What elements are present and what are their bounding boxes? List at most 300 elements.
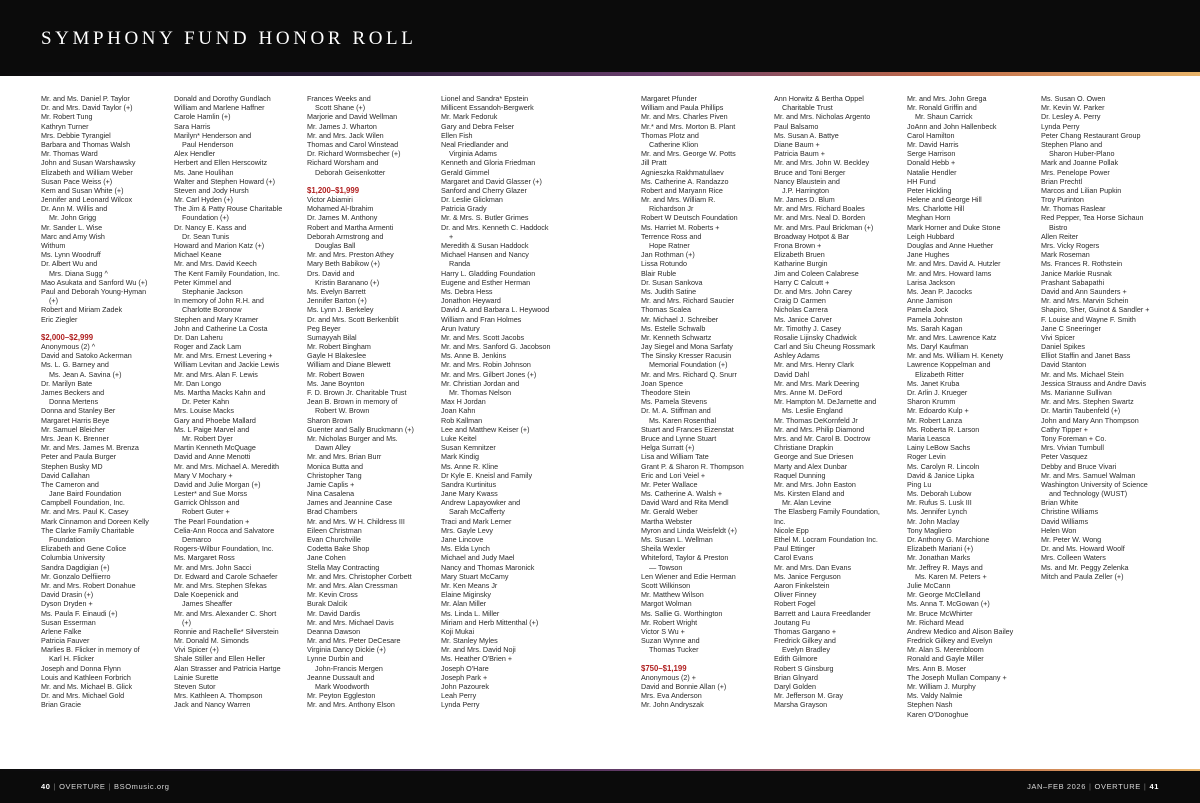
donor-name-continuation: Stephanie Jackson	[182, 286, 243, 296]
donor-name: Joan Kahn	[441, 406, 476, 416]
footer-separator: |	[1143, 782, 1147, 791]
donor-name: Mr. and Mrs. Paul Brickman (+)	[774, 222, 874, 232]
donor-name: William and Marlene Haffner	[174, 103, 265, 113]
donor-name: Carol Evans	[774, 553, 814, 563]
donor-name: Mr. Peter Wallace	[641, 479, 698, 489]
donor-name: Mr. David Dardis	[307, 608, 361, 618]
donor-name: Mr. Kevin W. Parker	[1041, 103, 1105, 113]
donor-name: Mr. and Mrs. Samuel Walman	[1041, 470, 1136, 480]
donor-name: HH Fund	[907, 176, 936, 186]
donor-name: Dr. Arlin J. Krueger	[907, 388, 968, 397]
donor-name: Inc.	[774, 516, 786, 526]
donor-name-continuation: Dawn Alley	[315, 443, 351, 453]
donor-name: Elizabeth Mariani (+)	[907, 544, 974, 554]
donor-name: Jill Pratt	[641, 158, 667, 168]
donor-name: Mrs. Vicky Rogers	[1041, 241, 1100, 250]
donor-name: William and Fran Holmes	[441, 314, 522, 324]
donor-name: Tony Magliero	[907, 525, 952, 535]
donor-name: Larisa Jackson	[907, 277, 955, 287]
donor-name: Miriam and Herb Mittenthal (+)	[441, 617, 539, 627]
donor-name-continuation: Ms. Jean A. Savina (+)	[49, 369, 122, 379]
donor-name: Diane Baum +	[774, 139, 820, 149]
donor-name: In memory of John R.H. and	[174, 296, 264, 306]
donor-name: Jamie Caplis +	[307, 479, 355, 489]
donor-name: Mr. James J. Wharton	[307, 121, 377, 131]
donor-name: Mrs. Ann B. Moser	[907, 663, 967, 673]
donor-name: Peter Kimmel and	[174, 277, 232, 287]
donor-name: Paul and Deborah Young-Hyman	[41, 286, 147, 296]
donor-name-continuation: Mr. Shaun Carrick	[915, 112, 973, 122]
donor-name: Sharon Krumm	[907, 397, 956, 407]
donor-name-continuation: John-Francis Mergen	[315, 663, 383, 673]
donor-name: Stephen Busky MD	[41, 461, 103, 471]
donor-name: Leah Perry	[441, 691, 477, 701]
donor-name: Mr. and Mrs. John Grega	[907, 94, 987, 103]
donor-name: Brian White	[1041, 498, 1079, 508]
donor-name: Jim and Coleen Calabrese	[774, 268, 859, 278]
donor-name: Shapiro, Sher, Guinot & Sandler +	[1041, 305, 1150, 315]
donor-name: Drs. David and	[307, 268, 355, 278]
donor-name: Ms. and Mr. Peggy Zelenka	[1041, 562, 1129, 572]
donor-name: David Dahl	[774, 369, 810, 379]
donor-name: Scott Wilkinson	[641, 580, 691, 590]
donor-name: Mr. and Mrs. Alan F. Lewis	[174, 369, 258, 379]
donor-name: Mr. Peter W. Wong	[1041, 535, 1102, 544]
donor-name: Marcos and Lilian Pupkin	[1041, 185, 1122, 195]
donor-name-continuation: Ms. Leslie England	[782, 406, 843, 416]
donor-name: Dr. Nancy E. Kass and	[174, 222, 247, 232]
donor-name: Dr. Albert Wu and	[41, 259, 98, 269]
donor-name: Ms. Elda Lynch	[441, 544, 490, 554]
donor-name: Mr. Alan S. Merenbloom	[907, 645, 984, 655]
donor-name: Dr. Richard Wormsbecher (+)	[307, 149, 401, 159]
donor-name-continuation: Demarco	[182, 535, 212, 544]
donor-name: Eugene and Esther Herman	[441, 277, 531, 287]
donor-name: Ms. Debra Hess	[441, 286, 493, 296]
donor-name: Fredrick Gilkey and Evelyn	[907, 636, 993, 646]
donor-name: Ashley Adams	[774, 351, 820, 361]
donor-name: Peg Beyer	[307, 323, 341, 333]
donor-name: Frona Brown +	[774, 241, 822, 250]
donor-name: Mr. and Mrs. John Easton	[774, 479, 856, 489]
donor-name: Mr. Michael J. Schreiber	[641, 314, 719, 324]
donor-name: Lawrence Koppelman and	[907, 360, 991, 370]
footer-gradient-rule	[0, 769, 1200, 771]
donor-name: Craig D Carmen	[774, 296, 826, 306]
donor-name: Mrs. Gayle Levy	[441, 525, 493, 535]
donor-name: Margaret and David Glasser (+)	[441, 176, 542, 186]
donor-name: Dr. and Mrs. Kenneth C. Haddock	[441, 222, 549, 232]
donor-name: Red Pepper, Tea Horse Sichaun	[1041, 213, 1144, 223]
donor-name: Ms. Harriet M. Roberts +	[641, 222, 720, 232]
donor-name: Victor Abiamiri	[307, 195, 353, 205]
donor-name: Herbert and Ellen Herscowitz	[174, 158, 268, 168]
donor-name: Mr. Thomas Raslear	[1041, 204, 1106, 214]
spacer	[641, 654, 773, 663]
donor-name: Frances Weeks and	[307, 94, 371, 103]
donor-name: Luke Keitel	[441, 433, 477, 443]
donor-name: Harry C Calcutt +	[774, 277, 830, 287]
donor-name: Daryl Golden	[774, 682, 816, 691]
donor-name: Mr. and Mrs. George W. Potts	[641, 149, 736, 159]
donor-name: Ms. Estelle Schwalb	[641, 323, 706, 333]
donor-name: Mr. Ken Means Jr	[441, 580, 498, 590]
honor-roll-column	[441, 94, 573, 710]
donor-name: Eric and Lori Veiel +	[641, 470, 706, 480]
donor-name: Mao Asukata and Sanford Wu (+)	[41, 277, 148, 287]
donor-name: Dr. Edward and Carole Schaefer	[174, 571, 278, 581]
donor-name: Peter Hickling	[907, 185, 952, 195]
donor-name: Christine Williams	[1041, 507, 1099, 517]
donor-name: Dr. and Mrs. John Carey	[774, 286, 852, 296]
donor-name: Peter Chang Restaurant Group	[1041, 130, 1141, 140]
donor-name: Mr. Thomas DeKornfeld Jr	[774, 415, 858, 425]
donor-name: George and Sue Driesen	[774, 452, 854, 462]
donor-name-continuation: Randa	[449, 259, 471, 269]
donor-name: David Callahan	[41, 470, 90, 480]
donor-name: Celia-Ann Rocca and Salvatore	[174, 525, 275, 535]
donor-name-continuation: Ms. Karen M. Peters +	[915, 571, 987, 581]
honor-roll-column	[641, 94, 773, 710]
donor-name: Monica Butta and	[307, 461, 363, 471]
donor-name: Mr. and Mrs. Paul K. Casey	[41, 507, 129, 517]
donor-name: David and Ann Saunders +	[1041, 286, 1127, 296]
donor-name: John Pazourek	[441, 682, 489, 691]
right-page-number: 41	[1149, 782, 1159, 791]
donor-name: Ms. Sarah Kagan	[907, 323, 963, 333]
header-bar	[0, 0, 1200, 76]
donor-name: Mr.* and Mrs. Morton B. Plant	[641, 121, 736, 131]
donor-name: Mr. and Ms. William H. Kenety	[907, 351, 1004, 361]
donor-name: Sanford and Cherry Glazer	[441, 185, 527, 195]
donor-name: The Clarke Family Charitable	[41, 525, 135, 535]
donor-name: Mr. and Mrs. Mark Deering	[774, 378, 860, 388]
donor-name: Arlene Falke	[41, 626, 82, 636]
donor-name: Mrs. Anne M. DeFord	[774, 388, 843, 397]
donor-name-continuation: Kristin Baranano (+)	[315, 277, 380, 287]
donor-name: Mrs. Colleen Waters	[1041, 553, 1106, 563]
donor-name: Burak Dalcik	[307, 599, 348, 609]
donor-name: Mrs. Debbie Tyrangiel	[41, 130, 111, 140]
donor-name: Dr. and Ms. Howard Woolf	[1041, 544, 1125, 554]
donor-name: Thomas and Carol Winstead	[307, 139, 399, 149]
donor-name: Mr. and Mrs. Robert Donahue	[41, 580, 136, 590]
donor-name: David A. and Barbara L. Heywood	[441, 305, 550, 315]
donor-name: Mr. and Mrs. Peter DeCesare	[307, 636, 401, 646]
donor-name: Martha Webster	[641, 516, 692, 526]
donor-name: Kem and Susan White (+)	[41, 185, 124, 195]
donor-name: Maria Leasca	[907, 433, 951, 443]
donor-name: Karen O'Donoghue	[907, 709, 969, 719]
donor-name: Mr. Sander L. Wise	[41, 222, 103, 232]
donor-name: David and Julie Morgan (+)	[174, 479, 261, 489]
donor-name: Dr Kyle E. Kneisl and Family	[441, 470, 533, 480]
donor-name: Stephen Plano and	[1041, 139, 1103, 149]
left-page-number: 40	[41, 782, 51, 791]
donor-name-continuation: Hope Ratner	[649, 241, 690, 250]
donor-name-continuation: — Towson	[649, 562, 683, 572]
donor-name: Thomas Gargano +	[774, 626, 837, 636]
donor-name-continuation: Douglas Ball	[315, 241, 356, 250]
donor-name: Paul Balsamo	[774, 121, 819, 131]
website-link[interactable]: BSOmusic.org	[114, 782, 170, 791]
donor-name: Joseph O'Hare	[441, 663, 489, 673]
donor-name: Jane C Sneeringer	[1041, 323, 1101, 333]
donor-name: Susan Kemnitzer	[441, 443, 496, 453]
donor-name: Ms. Heather O'Brien +	[441, 654, 513, 664]
donor-name: Mr. Nicholas Burger and Ms.	[307, 433, 398, 443]
donor-name: Rosalie Lijinsky Chadwick	[774, 332, 857, 342]
donor-name: Allen Reiter	[1041, 231, 1079, 241]
donor-name: The Kent Family Foundation, Inc.	[174, 268, 280, 278]
donor-name: Mr. and Mrs. Stephen Swartz	[1041, 397, 1134, 407]
donor-name: Blair Ruble	[641, 268, 677, 278]
donor-name: Mr. Dan Longo	[174, 378, 222, 388]
donor-name: Garrick Ohlsson and	[174, 498, 240, 508]
donor-name: Neal Friedlander and	[441, 139, 509, 149]
donor-name: Joseph Park +	[441, 672, 488, 682]
donor-name: Ms. Lynn Woodruff	[41, 250, 101, 260]
donor-name: Daniel Spikes	[1041, 342, 1085, 352]
donor-name: Marsha Grayson	[774, 700, 828, 710]
honor-roll-column	[174, 94, 306, 710]
donor-name: Ms. Susan O. Owen	[1041, 94, 1106, 103]
donor-name: Mr. and Mrs. David Keech	[174, 259, 257, 269]
donor-name-continuation: (+)	[49, 296, 58, 306]
donor-name: Dr. Lesley A. Perry	[1041, 112, 1101, 122]
donor-name: Ms. Marianne Sullivan	[1041, 388, 1112, 397]
donor-name: Ping Lu	[907, 479, 932, 489]
donor-name: Jean B. Brown in memory of	[307, 397, 398, 407]
donor-name-continuation: Dr. Sean Tunis	[182, 231, 230, 241]
donor-name: Natalie Hendler	[907, 167, 957, 177]
donor-name: Mr. and Mrs. Nicholas Argento	[774, 112, 871, 122]
donor-name: Mr. and Mrs. Howard Iams	[907, 268, 992, 278]
donor-name-continuation: Foundation	[49, 535, 85, 544]
donor-name: Barbara and Thomas Walsh	[41, 139, 131, 149]
donor-name: Alex Hendler	[174, 149, 216, 159]
donor-name: Pamela Johnston	[907, 314, 963, 324]
donor-name-continuation: Scott Shane (+)	[315, 103, 366, 113]
donor-name: Aaron Finkelstein	[774, 580, 830, 590]
donor-name: Carl and Siu Cheung Rossmark	[774, 342, 876, 352]
donor-name: Christiane Drapkin	[774, 443, 834, 453]
footer-left	[41, 782, 170, 791]
donor-name: Jonathon Heyward	[441, 296, 501, 306]
donor-name: Helen Won	[1041, 525, 1077, 535]
donor-name: Mr. Peyton Eggleston	[307, 691, 376, 701]
donor-name-continuation: Mr. John Grigg	[49, 213, 97, 223]
donor-name: Mr. and Mrs. Anthony Elson	[307, 700, 395, 710]
donor-name: Mr. Gonzalo Delfiierro	[41, 571, 111, 581]
donor-name: Ms. Catherine A. Walsh +	[641, 489, 723, 499]
donor-name: Nicole Epp	[774, 525, 809, 535]
donor-name: Ms. Susan L. Wellman	[641, 535, 713, 544]
donor-name: Mr. Stanley Myles	[441, 636, 498, 646]
donor-name: Thomas Scalea	[641, 305, 691, 315]
donor-name: Jay Siegel and Mona Sarfaty	[641, 342, 733, 352]
donor-name: Mr. Alan Miller	[441, 599, 487, 609]
donor-name: Roger Levin	[907, 452, 946, 462]
honor-roll-column	[307, 94, 439, 710]
donor-name-continuation: Catherine Klion	[649, 139, 699, 149]
honor-roll-column	[907, 94, 1039, 719]
donor-name: Stephen Nash	[907, 700, 953, 710]
footer-separator: |	[1088, 782, 1092, 791]
donor-name: Mr. and Mrs. Richard Saucier	[641, 296, 735, 306]
donor-name: Anonymous (2) ^	[41, 342, 96, 352]
donor-name: Marlies B. Flicker in memory of	[41, 645, 140, 655]
donor-name: Ann Horwitz & Bertha Oppel	[774, 94, 864, 103]
donor-name: Dr. Marilyn Bate	[41, 378, 93, 388]
donor-name: Eileen Christman	[307, 525, 362, 535]
donor-name: Mr. Gerald Weber	[641, 507, 698, 517]
donor-name: Sandra Dagdigian (+)	[41, 562, 110, 572]
donor-name-continuation: Donna Mertens	[49, 397, 99, 407]
donor-name: William and Paula Phillips	[641, 103, 724, 113]
donor-name: Mr. Bruce McWhirter	[907, 608, 973, 618]
donor-name: Mr. and Mrs. Christopher Corbett	[307, 571, 412, 581]
donor-name: David & Janice Lipka	[907, 470, 975, 480]
donor-name: Gerald Gimmel	[441, 167, 490, 177]
donor-name: Withum	[41, 241, 66, 250]
donor-name: Fredrick Gilkey and	[774, 636, 836, 646]
donor-name: Agnieszka Rakhmatullaev	[641, 167, 724, 177]
donor-name: Raquel Dunning	[774, 470, 826, 480]
donor-name: John and Susan Warshawsky	[41, 158, 136, 168]
donor-name: Ms. Janice Ferguson	[774, 571, 841, 581]
donor-name: Jennifer and Leonard Wilcox	[41, 195, 133, 205]
donor-name: Donna and Stanley Ber	[41, 406, 116, 416]
donor-name: Leigh Hubbard	[907, 231, 955, 241]
donor-name: David Williams	[1041, 516, 1089, 526]
donor-name: Mrs. and Mr. Carol B. Doctrow	[774, 433, 871, 443]
donor-name-continuation: and Technology (WUST)	[1049, 489, 1128, 499]
donor-name: Robert and Maryann Rice	[641, 185, 723, 195]
donor-name: Ms. L Paige Marvel and	[174, 424, 250, 434]
donor-name-continuation: J.P. Harrington	[782, 185, 830, 195]
donor-name: Cathy Tipper +	[1041, 424, 1088, 434]
donor-name: Mr. Kenneth Schwartz	[641, 332, 712, 342]
donor-name: Ronald and Gayle Miller	[907, 654, 984, 664]
donor-name: Mr. and Mrs. Michael A. Meredith	[174, 461, 280, 471]
donor-name: Mr. Robert Bowen	[307, 369, 365, 379]
donor-name: Jane Hughes	[907, 250, 950, 260]
donor-name: Gary and Phoebe Mallard	[174, 415, 256, 425]
donor-name: Terrence Ross and	[641, 231, 702, 241]
donor-name: Jeanne Dussault and	[307, 672, 375, 682]
donor-name: Ms. Anne B. Jenkins	[441, 351, 507, 361]
donor-name: Mr. Hampton M. DeJarnette and	[774, 397, 877, 407]
donor-name: Vivi Spicer	[1041, 332, 1075, 342]
donor-name: Helga Surratt (+)	[641, 443, 695, 453]
donor-name: Nancy and Thomas Maronick	[441, 562, 535, 572]
donor-name: The Sinsky Kresser Racusin	[641, 351, 732, 361]
donor-name: Dr. Susan Sankova	[641, 277, 703, 287]
donor-name: Mr. and Mrs. David Noji	[441, 645, 516, 655]
donor-name: Ms. Jane Houlihan	[174, 167, 234, 177]
donor-name: Sheila Wexler	[641, 544, 686, 554]
donor-name-continuation: Memorial Foundation (+)	[649, 360, 728, 370]
donor-name: Mr. Thomas Ward	[41, 149, 98, 159]
donor-name-continuation: Mark Woodworth	[315, 682, 370, 691]
donor-name: Mr. David Harris	[907, 139, 959, 149]
donor-name-continuation: Mr. Thomas Nelson	[449, 388, 512, 397]
donor-name: Donald and Dorothy Gundlach	[174, 94, 271, 103]
donor-name: Dr. James M. Anthony	[307, 213, 378, 223]
donor-name: Mr. and Mrs. John Sacci	[174, 562, 252, 572]
donor-name: Mr. and Mrs. Gilbert Jones (+)	[441, 369, 537, 379]
donor-name: Robert S Ginsburg	[774, 663, 834, 673]
donor-name-continuation: Foundation (+)	[182, 213, 229, 223]
donor-name: Joan Spence	[641, 378, 683, 388]
issue-date: JAN–FEB 2026	[1027, 782, 1086, 791]
donor-name: Peter Vasquez	[1041, 452, 1088, 462]
footer-separator: |	[53, 782, 57, 791]
donor-name: Martin Kenneth McQuage	[174, 443, 256, 453]
donor-name: Deanna Dawson	[307, 626, 361, 636]
donor-name: Anonymous (2) +	[641, 672, 696, 682]
honor-roll-column	[774, 94, 906, 710]
donor-name: Grant P. & Sharon R. Thompson	[641, 461, 744, 471]
donor-name: Eric Ziegler	[41, 314, 78, 324]
donor-name: Virginia Dancy Dickie (+)	[307, 645, 386, 655]
footer-right	[1027, 782, 1159, 791]
donor-name: Debby and Bruce Vivari	[1041, 461, 1117, 471]
giving-level-heading: $2,000–$2,999	[41, 332, 94, 342]
donor-name: Carole Hamlin (+)	[174, 112, 231, 122]
donor-name: David and Bonnie Allan (+)	[641, 682, 727, 691]
donor-name: Mark Horner and Duke Stone	[907, 222, 1001, 232]
donor-name-continuation: Jane Baird Foundation	[49, 489, 122, 499]
donor-name: Marilyn* Henderson and	[174, 130, 252, 140]
donor-name: Howard and Marion Katz (+)	[174, 241, 265, 250]
donor-name-continuation: Deborah Geisenkotter	[315, 167, 386, 177]
donor-name: Elizabeth and Gene Colice	[41, 544, 127, 554]
donor-name: Mitch and Paula Zeller (+)	[1041, 571, 1124, 581]
donor-name: Edith Gilmore	[774, 654, 818, 664]
donor-name: Mr. and Mrs. Neal D. Borden	[774, 213, 866, 223]
donor-name: Andrew Lapayowker and	[441, 498, 521, 508]
donor-name: Mark Roseman	[1041, 250, 1090, 260]
donor-name: Codetta Bake Shop	[307, 544, 370, 554]
donor-name: Walter and Stephen Howard (+)	[174, 176, 276, 186]
donor-name-continuation: Charlotte Boronow	[182, 305, 242, 315]
donor-name: Mr. and Ms. Michael B. Glick	[41, 682, 133, 691]
header-gradient-rule	[0, 72, 1200, 76]
donor-name: Myron and Linda Weisfeldt (+)	[641, 525, 737, 535]
donor-name: Lynda Perry	[1041, 121, 1080, 131]
donor-name: Lissa Rotundo	[641, 259, 687, 269]
donor-name: Mr. Christian Jordan and	[441, 378, 520, 388]
donor-name: Mr. Robert Bingham	[307, 342, 371, 352]
donor-name: Ellen Fish	[441, 130, 473, 140]
donor-name: John and Catherine La Costa	[174, 323, 268, 333]
donor-name: Michael Keane	[174, 250, 222, 260]
donor-name: Mr. and Mrs. James M. Brenza	[41, 443, 139, 453]
donor-name: Mrs. Vivian Turnbull	[1041, 443, 1104, 453]
donor-name: Mr. James D. Blum	[774, 195, 835, 205]
donor-name: Evan Churchville	[307, 535, 361, 544]
donor-name: Ms. L. G. Barney and	[41, 360, 109, 370]
donor-name: Ms. Kirsten Eland and	[774, 489, 845, 499]
donor-name: Dr. M. A. Stiffman and	[641, 406, 711, 416]
donor-name: Mr. Mark Fedoruk	[441, 112, 498, 122]
donor-name: Jane Cohen	[307, 553, 346, 563]
donor-name-continuation: Paul Henderson	[182, 139, 234, 149]
donor-name: Serge Harrison	[907, 149, 956, 159]
donor-name: Oliver Finney	[774, 590, 817, 600]
